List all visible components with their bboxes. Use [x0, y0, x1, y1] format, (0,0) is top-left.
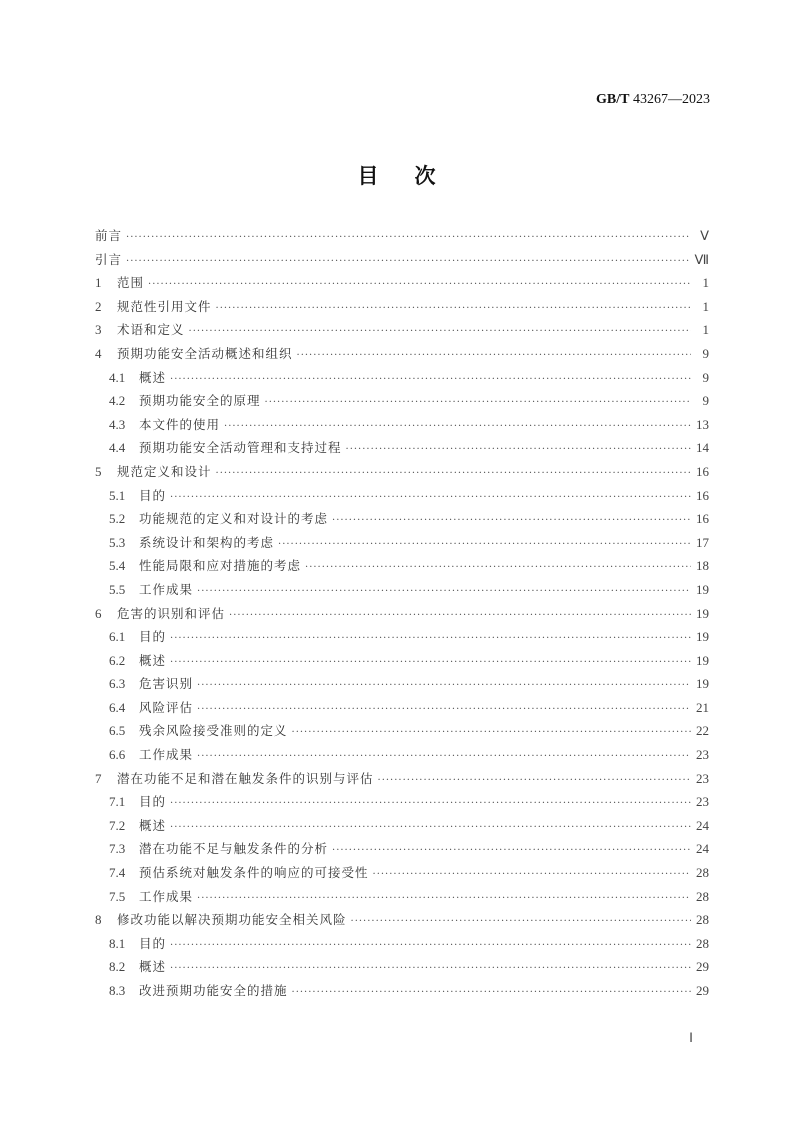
toc-entry-page: 24	[696, 817, 709, 833]
toc-entry-page: 23	[696, 794, 709, 810]
toc-entry-page: 22	[696, 723, 709, 739]
toc-entry[interactable]	[95, 721, 709, 745]
toc-entry-page: 23	[696, 770, 709, 786]
toc-entry-label: 概述	[139, 959, 167, 975]
toc-entry-page: 17	[696, 534, 709, 550]
toc-entry-number: 8.2	[109, 959, 126, 975]
toc-entry-number: 5.4	[109, 558, 126, 574]
toc-entry-page: 1	[702, 322, 709, 338]
toc-entry[interactable]	[95, 887, 709, 911]
toc-entry-label: 概述	[139, 369, 167, 385]
toc-entry-label: 引言	[95, 251, 123, 267]
standard-prefix: GB/T	[596, 92, 630, 107]
toc-entry[interactable]	[95, 698, 709, 722]
dot-leader	[197, 893, 691, 904]
toc-entry-page: 18	[696, 558, 709, 574]
toc-entry[interactable]	[95, 391, 709, 415]
toc-entry-number: 7	[95, 770, 102, 786]
dot-leader	[170, 633, 691, 644]
toc-entry-page: 28	[696, 935, 709, 951]
toc-entry-page: 13	[696, 416, 709, 432]
dot-leader	[189, 326, 691, 337]
toc-entry[interactable]	[95, 273, 709, 297]
toc-entry-page: Ⅴ	[700, 228, 709, 243]
toc-entry-page: 24	[696, 841, 709, 857]
dot-leader	[197, 680, 691, 691]
toc-entry-page: 16	[696, 511, 709, 527]
page-number: Ⅰ	[689, 1030, 693, 1045]
toc-entry[interactable]	[95, 769, 709, 793]
toc-entry[interactable]	[95, 320, 709, 344]
toc-entry[interactable]	[95, 226, 709, 250]
dot-leader	[197, 586, 691, 597]
toc-entry-page: 19	[696, 652, 709, 668]
toc-entry[interactable]	[95, 250, 709, 274]
toc-entry-page: Ⅶ	[694, 251, 709, 267]
toc-entry-label: 目的	[139, 935, 167, 951]
toc-entry-label: 工作成果	[139, 747, 194, 763]
toc-entry-number: 4.1	[109, 369, 126, 385]
toc-entry-number: 4.4	[109, 440, 126, 456]
toc-entry[interactable]	[95, 981, 709, 1005]
toc-entry-number: 7.3	[109, 841, 126, 857]
toc-entry-page: 9	[702, 369, 709, 385]
toc-entry-page: 28	[696, 912, 709, 928]
toc-entry-label: 改进预期功能安全的措施	[139, 983, 288, 998]
dot-leader	[170, 492, 691, 503]
toc-entry-label: 功能规范的定义和对设计的考虑	[139, 511, 329, 527]
toc-entry[interactable]	[95, 486, 709, 510]
toc-entry-number: 3	[95, 322, 102, 338]
dot-leader	[224, 421, 691, 432]
dot-leader	[297, 350, 691, 361]
toc-entry-number: 5.5	[109, 581, 126, 597]
toc-entry-page: 9	[702, 345, 709, 361]
toc-entry-number: 7.1	[109, 794, 126, 810]
toc-entry-number: 5.3	[109, 534, 126, 550]
dot-leader	[170, 657, 691, 668]
dot-leader	[197, 751, 691, 762]
dot-leader	[170, 963, 691, 974]
toc-entry-number: 5.2	[109, 511, 126, 527]
dot-leader	[332, 515, 691, 526]
toc-entry[interactable]	[95, 462, 709, 486]
toc-entry-page: 9	[702, 393, 709, 409]
toc-entry-page: 28	[696, 865, 709, 881]
toc-entry-number: 5.1	[109, 487, 126, 503]
toc-entry[interactable]	[95, 816, 709, 840]
dot-leader	[126, 232, 691, 243]
toc-entry[interactable]	[95, 627, 709, 651]
dot-leader	[229, 610, 691, 621]
toc-entry-number: 7.4	[109, 865, 126, 881]
dot-leader	[170, 940, 691, 951]
toc-entry[interactable]	[95, 604, 709, 628]
toc-entry-number: 6.1	[109, 629, 126, 645]
toc-entry[interactable]	[95, 651, 709, 675]
dot-leader	[170, 822, 691, 833]
toc-entry[interactable]	[95, 839, 709, 863]
dot-leader	[216, 468, 691, 479]
toc-entry-label: 危害识别	[139, 676, 194, 692]
dot-leader	[265, 397, 691, 408]
standard-number-header	[596, 92, 710, 108]
toc-entry-label: 修改功能以解决预期功能安全相关风险	[117, 912, 347, 928]
dot-leader	[126, 256, 690, 267]
dot-leader	[373, 869, 691, 880]
toc-entry-number: 4	[95, 345, 102, 361]
toc-entry-label: 性能局限和应对措施的考虑	[139, 558, 302, 574]
dot-leader	[278, 539, 691, 550]
toc-entry-page: 16	[696, 463, 709, 479]
toc-entry-label: 术语和定义	[117, 322, 185, 338]
standard-number: 43267—2023	[633, 92, 710, 107]
toc-entry-number: 1	[95, 275, 102, 291]
toc-entry-label: 系统设计和架构的考虑	[139, 534, 275, 550]
dot-leader	[351, 916, 691, 927]
toc-entry-number: 7.2	[109, 817, 126, 833]
toc-entry-number: 5	[95, 463, 102, 479]
toc-entry-page: 21	[696, 699, 709, 715]
table-of-contents	[95, 226, 709, 1005]
dot-leader	[170, 374, 691, 385]
toc-entry[interactable]	[95, 957, 709, 981]
toc-entry-page: 19	[696, 605, 709, 621]
toc-entry-label: 风险评估	[139, 699, 194, 715]
toc-entry-label: 潜在功能不足和潜在触发条件的识别与评估	[117, 770, 374, 786]
toc-entry-number: 4.3	[109, 416, 126, 432]
toc-entry-label: 残余风险接受准则的定义	[139, 723, 288, 739]
dot-leader	[216, 303, 691, 314]
toc-entry[interactable]	[95, 863, 709, 887]
toc-entry-page: 23	[696, 747, 709, 763]
dot-leader	[292, 727, 691, 738]
toc-entry[interactable]	[95, 533, 709, 557]
toc-entry-label: 目的	[139, 629, 167, 645]
toc-entry-label: 预估系统对触发条件的响应的可接受性	[139, 865, 369, 881]
toc-entry-number: 8.3	[109, 983, 126, 998]
toc-entry[interactable]	[95, 509, 709, 533]
toc-entry[interactable]	[95, 934, 709, 958]
toc-entry-page: 19	[696, 581, 709, 597]
toc-entry[interactable]	[95, 792, 709, 816]
toc-entry[interactable]	[95, 556, 709, 580]
toc-entry-label: 危害的识别和评估	[117, 605, 226, 621]
toc-entry-number: 6.5	[109, 723, 126, 739]
toc-entry-page: 29	[696, 983, 709, 998]
toc-entry-number: 8.1	[109, 935, 126, 951]
toc-entry-label: 概述	[139, 817, 167, 833]
dot-leader	[346, 444, 691, 455]
toc-entry[interactable]	[95, 415, 709, 439]
toc-entry[interactable]	[95, 368, 709, 392]
dot-leader	[197, 704, 691, 715]
toc-entry-label: 预期功能安全活动概述和组织	[117, 345, 293, 361]
toc-entry[interactable]	[95, 910, 709, 934]
toc-entry-label: 前言	[95, 228, 123, 243]
toc-entry[interactable]	[95, 674, 709, 698]
dot-leader	[332, 845, 691, 856]
toc-entry[interactable]	[95, 344, 709, 368]
toc-entry-number: 6	[95, 605, 102, 621]
toc-entry-number: 8	[95, 912, 102, 928]
toc-entry[interactable]	[95, 580, 709, 604]
toc-entry-number: 4.2	[109, 393, 126, 409]
dot-leader	[292, 987, 691, 998]
page-title: 目次	[357, 164, 472, 188]
toc-entry-number: 6.2	[109, 652, 126, 668]
toc-entry-page: 16	[696, 487, 709, 503]
toc-entry-label: 规范定义和设计	[117, 463, 212, 479]
toc-entry[interactable]	[95, 745, 709, 769]
toc-entry-label: 范围	[117, 275, 145, 291]
toc-entry-label: 规范性引用文件	[117, 298, 212, 314]
toc-entry-page: 14	[696, 440, 709, 456]
toc-entry-label: 潜在功能不足与触发条件的分析	[139, 841, 329, 857]
dot-leader	[305, 562, 691, 573]
toc-entry-label: 工作成果	[139, 581, 194, 597]
toc-entry-page: 1	[702, 298, 709, 314]
toc-entry-label: 工作成果	[139, 888, 194, 904]
toc-entry-label: 目的	[139, 487, 167, 503]
dot-leader	[148, 279, 691, 290]
toc-entry[interactable]	[95, 297, 709, 321]
toc-entry-number: 2	[95, 298, 102, 314]
toc-entry-number: 6.6	[109, 747, 126, 763]
toc-entry-number: 6.4	[109, 699, 126, 715]
toc-entry-page: 1	[702, 275, 709, 291]
dot-leader	[378, 775, 691, 786]
toc-entry-page: 19	[696, 676, 709, 692]
toc-entry-page: 28	[696, 888, 709, 904]
toc-entry-label: 概述	[139, 652, 167, 668]
toc-entry-label: 本文件的使用	[139, 416, 221, 432]
toc-entry-page: 29	[696, 959, 709, 975]
toc-entry-page: 19	[696, 629, 709, 645]
dot-leader	[170, 798, 691, 809]
toc-entry-label: 预期功能安全的原理	[139, 393, 261, 409]
toc-entry-number: 6.3	[109, 676, 126, 692]
toc-entry-label: 预期功能安全活动管理和支持过程	[139, 440, 342, 456]
toc-entry-label: 目的	[139, 794, 167, 810]
toc-entry-number: 7.5	[109, 888, 126, 904]
toc-entry[interactable]	[95, 438, 709, 462]
